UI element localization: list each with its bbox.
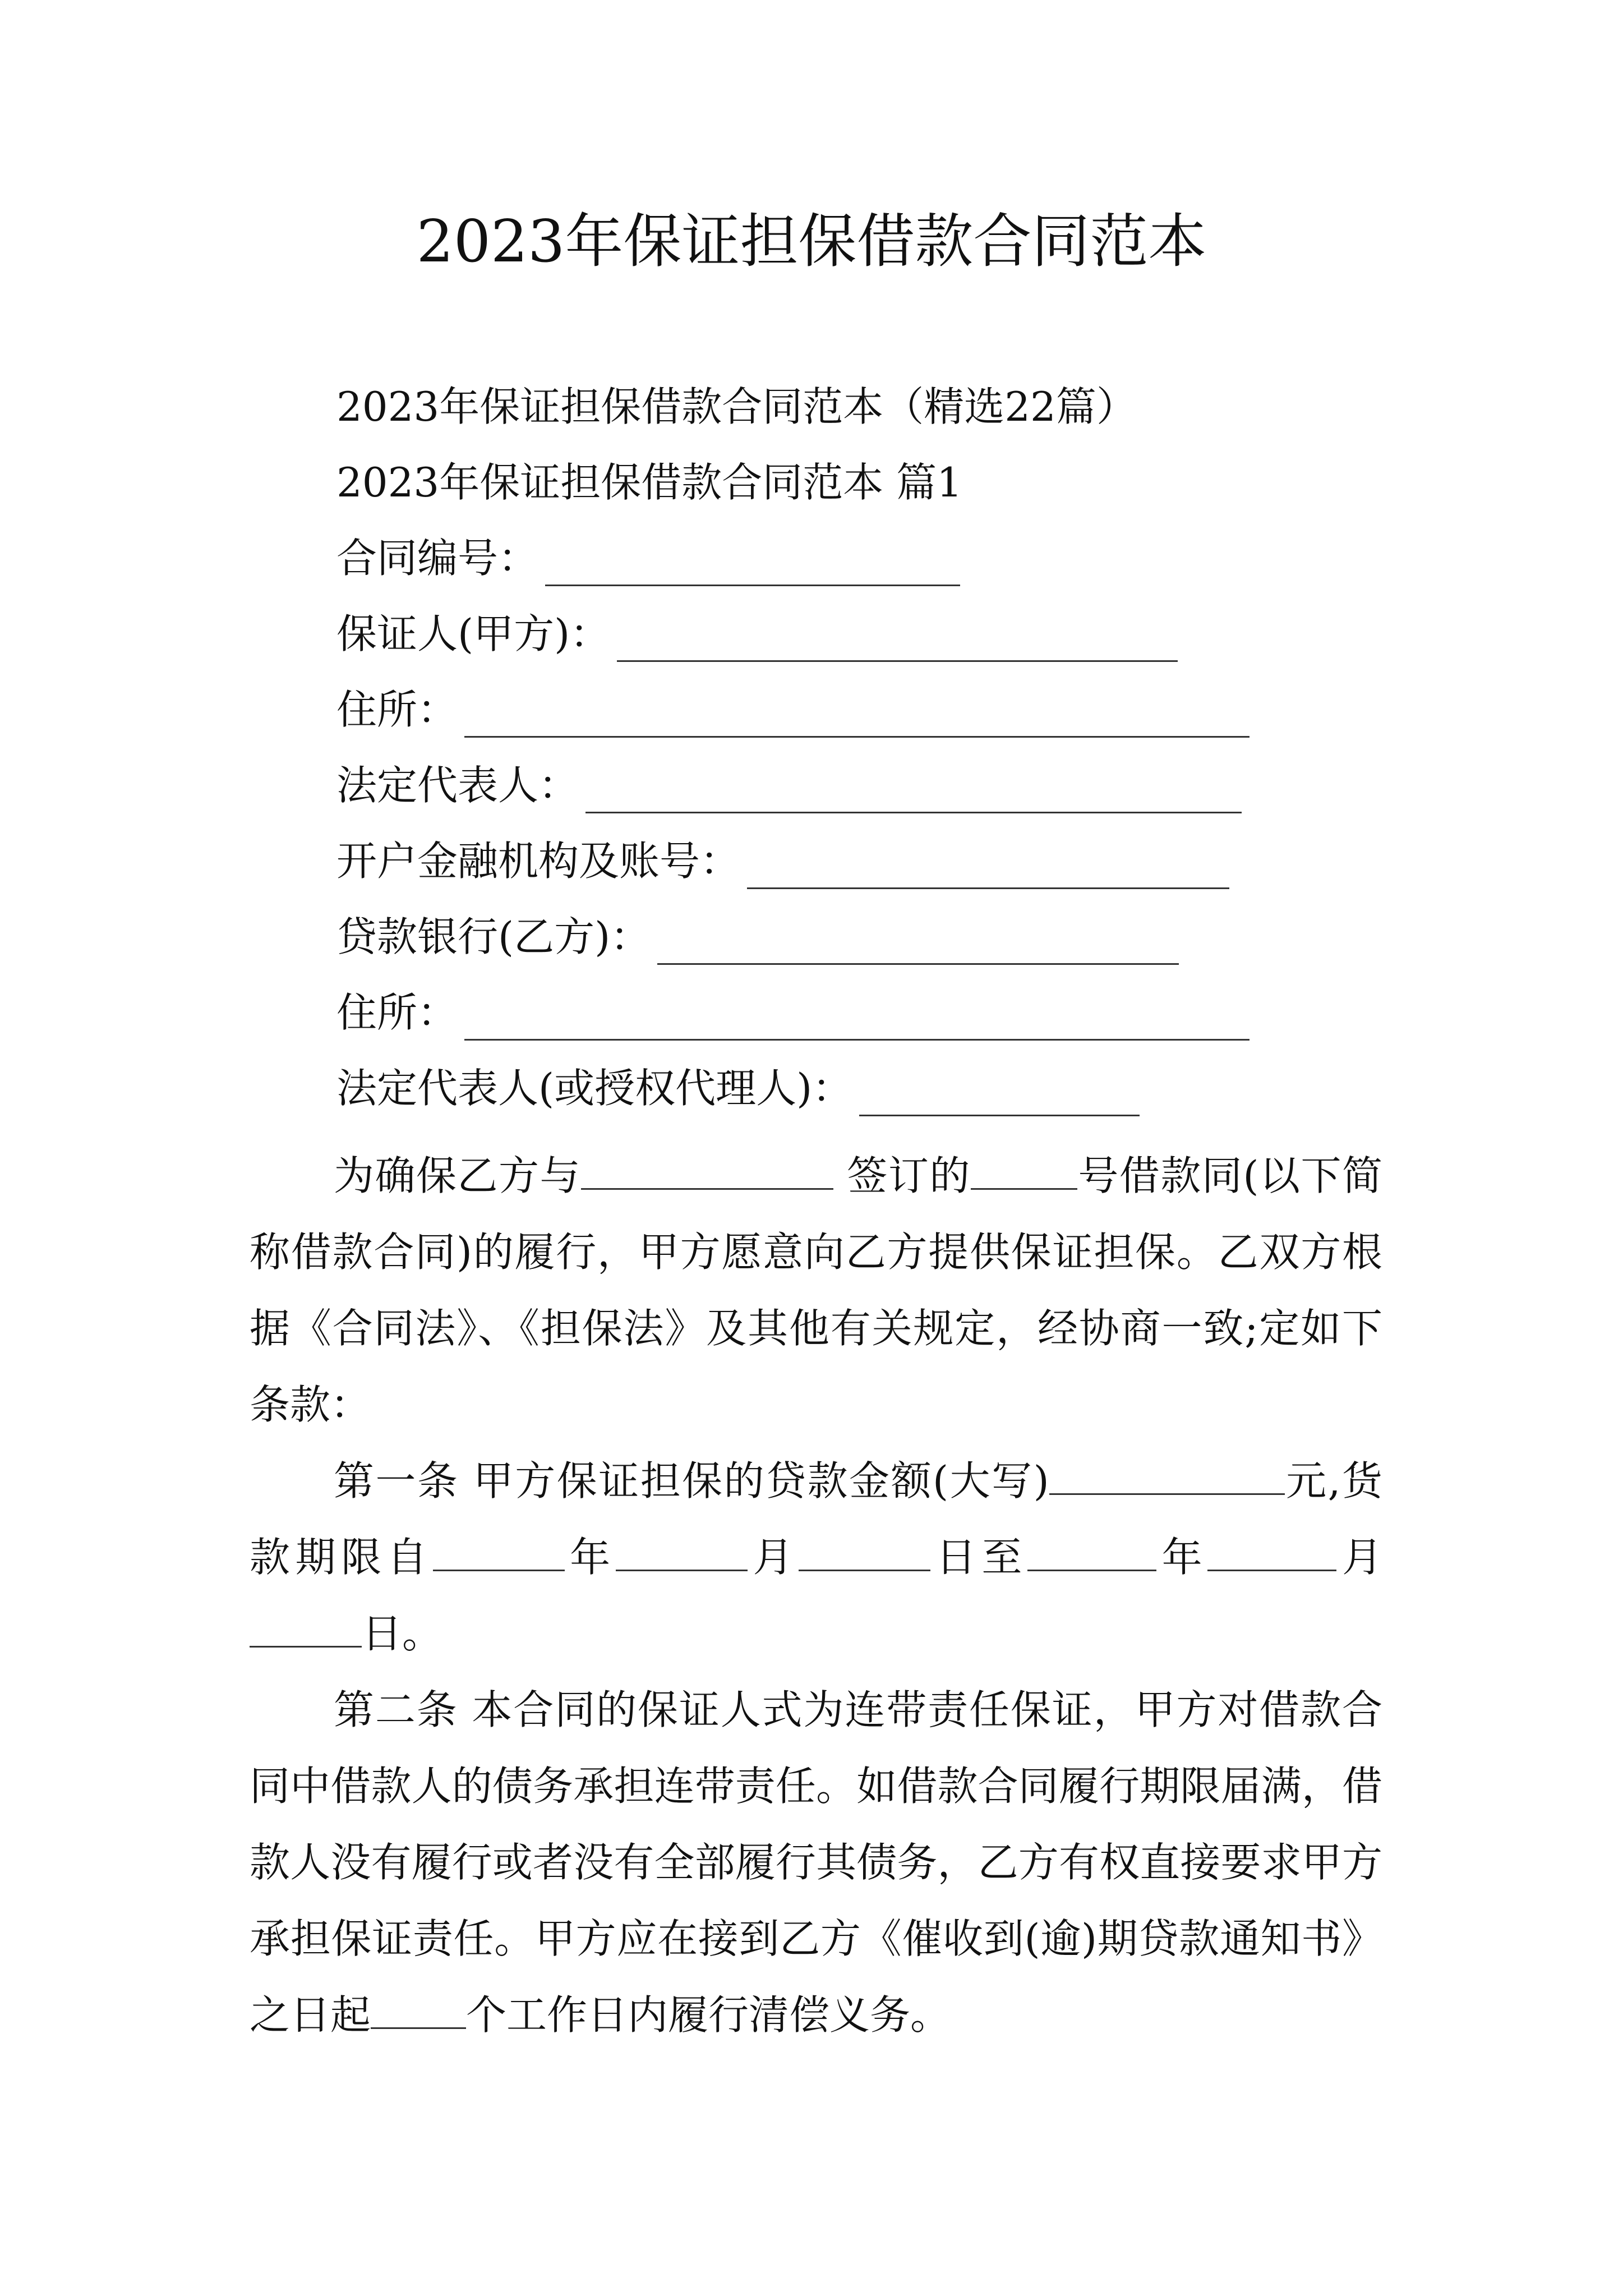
amount-blank[interactable] [1049,1460,1285,1495]
contract-number-blank[interactable] [545,550,960,586]
field-label: 保证人(甲方)： [336,610,611,657]
field-contract-number [336,530,960,586]
guarantor-address-blank[interactable] [464,701,1249,738]
field-label: 住所： [336,686,458,733]
article-1-text-8: 日。 [362,1610,443,1657]
article-1-text-4: 月 [747,1534,799,1581]
field-label: 法定代表人(或授权代理人)： [336,1065,853,1112]
section-heading-text: 2023年保证担保借款合同范本 篇1 [336,459,962,506]
document-title: 2023年保证担保借款合同范本 [416,207,1207,275]
start-day-blank[interactable] [799,1536,930,1571]
article-1-text-2: 元,货款期限自 [250,1457,1382,1581]
start-month-blank[interactable] [616,1536,748,1571]
article-1-text-5: 日至 [930,1534,1028,1581]
legal-representative-blank[interactable] [585,777,1242,813]
field-authorized-agent [336,1060,1140,1116]
party-blank[interactable] [581,1154,833,1190]
article-2-text-2: 个工作日内履行清偿义务。 [466,1991,951,2039]
article-1-text-7: 月 [1336,1534,1382,1581]
preamble-text-1: 为确保乙方与 [334,1152,581,1199]
field-label: 住所： [336,989,458,1036]
bank-account-blank[interactable] [747,853,1229,889]
article-2-paragraph [250,1672,1382,2053]
article-1-text-3: 年 [564,1534,616,1581]
guarantor-blank[interactable] [617,625,1178,662]
authorized-agent-blank[interactable] [859,1080,1140,1116]
end-month-blank[interactable] [1207,1536,1336,1571]
subtitle-text: 2023年保证担保借款合同范本（精选22篇） [336,383,1137,430]
field-bank-address [336,984,1249,1041]
field-guarantor-address [336,682,1249,738]
field-label: 法定代表人： [336,762,579,809]
field-lending-bank [336,909,1179,965]
article-1-paragraph [250,1443,1382,1672]
field-guarantor [336,606,1178,662]
article-1-text-1: 第一条 甲方保证担保的贷款金额(大写) [334,1457,1049,1504]
end-year-blank[interactable] [1027,1536,1156,1571]
preamble-text-3: 号借款同(以下简称借款合同)的履行，甲方愿意向乙方提供保证担保。乙双方根据《合同法》、《担保法》及其他有关规定，经协商一致;定如下条款： [250,1152,1382,1428]
field-label: 合同编号： [336,535,539,582]
field-legal-representative [336,757,1242,813]
contract-no-blank[interactable] [971,1154,1077,1190]
lending-bank-blank[interactable] [657,928,1179,965]
preamble-paragraph [250,1138,1382,1443]
article-1-text-6: 年 [1156,1534,1208,1581]
field-label: 开户金融机构及账号： [336,838,741,885]
preamble-text-2: 签订的 [847,1152,971,1199]
section-heading [336,454,962,510]
bank-address-blank[interactable] [464,1004,1249,1041]
workdays-blank[interactable] [371,1994,466,2029]
start-year-blank[interactable] [433,1536,565,1571]
field-label: 贷款银行(乙方)： [336,913,651,960]
end-day-blank[interactable] [250,1612,362,1648]
field-bank-account [336,833,1229,889]
article-2-text-1: 第二条 本合同的保证人式为连带责任保证，甲方对借款合同中借款人的债务承担连带责任。如借款合同履行期限届满，借款人没有履行或者没有全部履行其债务，乙方有权直接要求甲方承担保证责任。甲方应在接到乙方《催收到(逾)期贷款通知书》之日起 [250,1686,1382,2039]
document-subtitle [336,379,1137,435]
